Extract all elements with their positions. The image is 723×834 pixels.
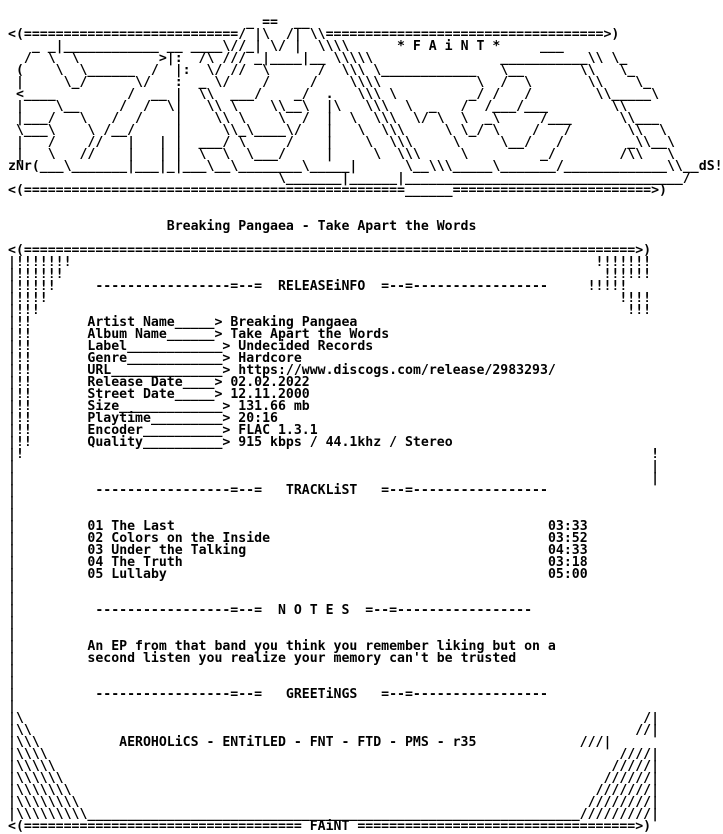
track-row: 04 The Truth 03:18 (87, 555, 588, 570)
info-row: Release Date____> 02.02.2022 (87, 375, 310, 390)
info-row: Label____________> Undecided Records (87, 339, 374, 354)
footer-tag: FAiNT (309, 819, 350, 834)
logo-right-tag: dS! (698, 159, 723, 174)
info-row: Size_____________> 131.66 mb (87, 399, 310, 414)
info-row: Playtime_________> 20:16 (87, 411, 278, 426)
greetings-text: AEROHOLiCS - ENTiTLED - FNT - FTD - PMS - r35 (119, 735, 477, 750)
info-row: Quality__________> 915 kbps / 44.1khz / Stereo (87, 435, 453, 450)
section-greetings: GREETiNGS (285, 687, 358, 702)
section-notes: N O T E S (277, 603, 350, 618)
group-tag: * F A i N T * (397, 39, 501, 54)
track-row: 03 Under the Talking 04:33 (87, 543, 588, 558)
logo-left-tag: zNr (8, 159, 32, 174)
track-row: 05 Lullaby 05:00 (87, 567, 588, 582)
info-row: Street Date_____> 12.11.2000 (87, 387, 310, 402)
notes-line: An EP from that band you think you remember liking but on a (87, 639, 556, 654)
section-tracklist: TRACKLiST (285, 483, 358, 498)
nfo-text: _ == __ <(===========================/ |\ /| \\===================================>) _ _|____________ __ ____\//_| \/ | \\\\ * F A i N T * ___ / \ \ >|: /\ /// _|____|__ \\\\\ ___________\\ \_ ( \ \______ / |: \/ // \ / \\\ \____________ \__ \\ \_ | \_/ \/ : _ \/ / / \\\\ \ / \ \\ \_ <____ / __ | \\ ___/ _/ . \\\ \ _/ / / \\_____\ | \__ / / \| \\ \ \\__\ |\ \\\ \ _ / /___/___ \\ |___/ \ / / | \\ \ \ / | \ \\\ \/ \ \ _\ /___ \\___ \___\ \ /__/ | \\_\____\/ | \ \\\ \ \_/ \ / / \\ \ | / // | | | ___/ \ / | \ \\\ \ \__/ / _\\__\ | \ // | | | \ \ \___/ | \ \\\ \ _/ /\\ \ zNr(___\_______|___|_|___\__\________\_____| \__\\\_____\_______/_____________\\__dS! \_______|______|___________________________________/ <(================================================______=========================>) Breaking Pangaea - Take Apart the Words <(=============================================================================>) |!!!!!!! !!!!!!! |!!!!!! !!!!!! |!!!!! -----------------=--= RELEASEiNFO =--=----------------- !!!!! |!!!! !!!! |!!! !!! |!! Artist Name_____> Breaking Pangaea |!! Album Name______> Take Apart the Words |!! Label____________> Undecided Records |!! Genre____________> Hardcore |!! URL______________> https://www.discogs.com/release/2983293/ |!! Release Date____> 02.02.2022 |!! Street Date_____> 12.11.2000 |!! Size_____________> 131.66 mb |!! Playtime_________> 20:16 |!! Encoder__________> FLAC 1.3.1 |!! Quality__________> 915 kbps / 44.1khz / Stereo |! ! | | | | | -----------------=--= TRACKLiST =--=----------------- | | | 01 The Last 03:33 | 02 Colors on the Inside 03:52 | 03 Under the Talking 04:33 | 04 The Truth 03:18 | 05 Lullaby 05:00 | | | -----------------=--= N O T E S =--=----------------- | | | An EP from that band you think you remember liking but on a | second listen you realize your memory can't be trusted | | | -----------------=--= GREETiNGS =--=----------------- | |\ /| |\\ //| |\\\ AEROHOLiCS - ENTiTLED - FNT - FTD - PMS - r35 ///| |\\\\ ////| |\\\\\ /////| |\\\\\\ //////| |\\\\\\\ ///////| |\\\\\\\\ ////////| |\\\\\\\\\______________________________________________________________/////////| <(=================================== FAiNT ===================================>) (8, 15, 723, 834)
info-row: Album Name______> Take Apart the Words (87, 327, 390, 342)
track-row: 02 Colors on the Inside 03:52 (87, 531, 588, 546)
info-row: URL______________> https://www.discogs.com/release/2983293/ (87, 363, 556, 378)
info-row: Artist Name_____> Breaking Pangaea (87, 315, 358, 330)
faint-ascii-logo: _ == __ <(===========================/ |\ /| \\===================================>) _ _|____________ __ ____\//_| \/ | \\\\ * F A i N T * ___ / \ \ >|: /\ /// _|____|__ \\\\\ ___________\\ \_ ( \ \______ / |: \/ // \ / \\\ \____________ \__ \\ \_ | \_/ \/ : _ \/ / / \\\\ \ / \ \\ \_ <____ / __ | \\ ___/ _/ . \\\ \ _/ / / \\_____\ | \__ / / \| \\ \ \\__\ |\ \\\ \ _ / /___/___ \\ |___/ \ / / | \\ \ \ / | \ \\\ \/ \ \ _\ /___ \\___ \___\ \ /__/ | \\_\____\/ | \ \\\ \ \_/ \ / / \\ \ | / // | | | ___/ \ / | \ \\\ \ \__/ / _\\__\ | \ // | | | \ \ \___/ | \ \\\ \ _/ /\\ \ zNr(___\_______|___|_|___\__\________\_____| \__\\\_____\_______/_____________\\__dS! \_______|______|___________________________________/ <(================================================______=========================>) (8, 15, 723, 198)
frame-top: <(=============================================================================>) |!!!!!!! !!!!!!! |!!!!!! !!!!!! (8, 243, 652, 282)
section-releaseinfo: RELEASEiNFO (277, 279, 366, 294)
release-title: Breaking Pangaea - Take Apart the Words (8, 219, 477, 234)
notes-line: second listen you realize your memory can't be trusted (87, 651, 517, 666)
info-row: Encoder__________> FLAC 1.3.1 (87, 423, 318, 438)
track-row: 01 The Last 03:33 (87, 519, 588, 534)
info-row: Genre____________> Hardcore (87, 351, 302, 366)
